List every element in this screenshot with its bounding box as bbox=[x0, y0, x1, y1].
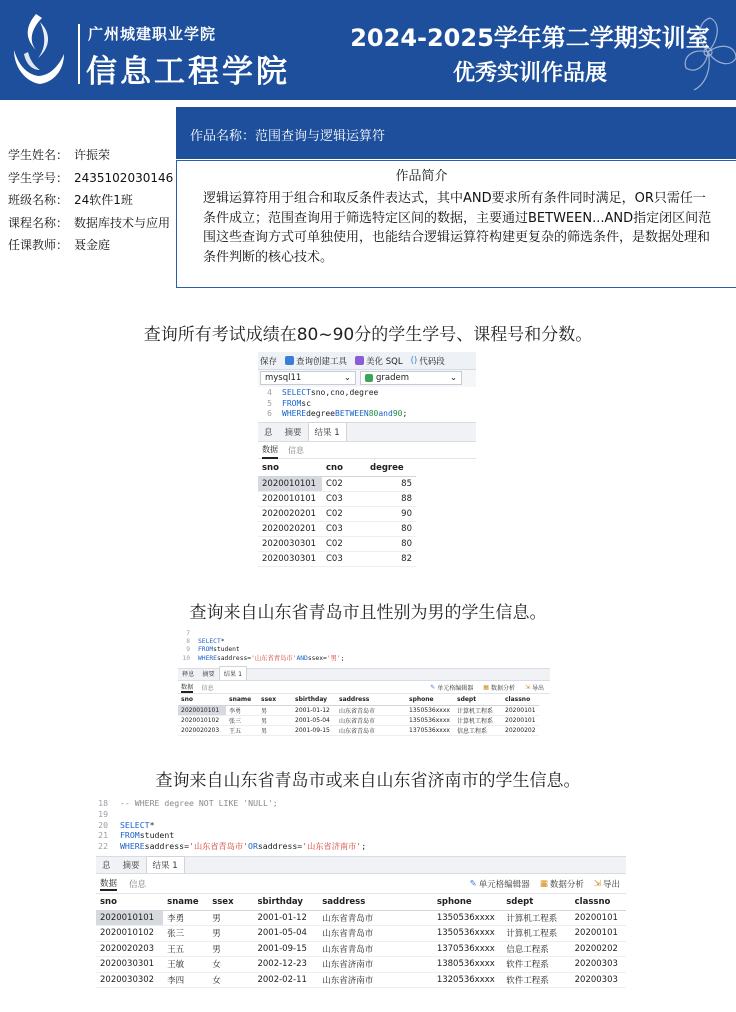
sql-editor[interactable] bbox=[258, 387, 476, 422]
table-cell[interactable]: 男 bbox=[208, 941, 253, 957]
table-header-row bbox=[96, 894, 626, 910]
result-tab[interactable]: 息 bbox=[264, 428, 273, 438]
exhibition-subtitle: 优秀实训作品展 bbox=[452, 61, 607, 86]
query-builder-icon bbox=[285, 356, 294, 365]
college-logo-icon bbox=[6, 10, 70, 88]
column-header[interactable]: sno bbox=[96, 894, 163, 910]
table-cell[interactable]: 李四 bbox=[163, 972, 208, 988]
column-header[interactable]: ssex bbox=[208, 894, 253, 910]
data-subtab[interactable]: 信息 bbox=[129, 879, 147, 890]
table-cell[interactable]: 张三 bbox=[226, 715, 258, 725]
code-token: student bbox=[213, 646, 240, 654]
connection-select[interactable] bbox=[260, 371, 356, 385]
result-tab[interactable]: 结果 1 bbox=[146, 856, 185, 873]
query-builder-label: 查询创建工具 bbox=[296, 356, 348, 367]
work-title-bar bbox=[176, 107, 736, 159]
table-cell[interactable]: C02 bbox=[322, 476, 366, 491]
column-header[interactable]: saddress bbox=[336, 694, 406, 705]
column-header[interactable]: sbirthday bbox=[292, 694, 336, 705]
line-number: 7 bbox=[186, 630, 190, 637]
column-header[interactable]: sno bbox=[178, 694, 226, 705]
connection-selects bbox=[258, 370, 476, 387]
code-token: '男' bbox=[326, 654, 341, 662]
code-line bbox=[96, 841, 626, 852]
table-cell[interactable]: 2020020201 bbox=[258, 506, 322, 521]
code-token: ssex= bbox=[307, 654, 327, 662]
code-token: sc bbox=[301, 398, 311, 408]
code-token: saddress= bbox=[257, 841, 303, 852]
column-header[interactable]: ssex bbox=[258, 694, 292, 705]
table-cell[interactable]: 王五 bbox=[163, 941, 208, 957]
code-token: '山东省青岛市' bbox=[189, 841, 249, 852]
table-cell[interactable]: 2020010101 bbox=[258, 476, 322, 491]
table-cell[interactable]: 2020010101 bbox=[178, 705, 226, 715]
result-tab[interactable]: 息 bbox=[102, 861, 111, 871]
student-name-row bbox=[8, 144, 173, 167]
result-subtabs bbox=[96, 874, 626, 894]
table-cell[interactable]: 80 bbox=[366, 536, 416, 551]
grid-tool-label: 数据分析 bbox=[490, 684, 515, 692]
column-header[interactable]: saddress bbox=[318, 894, 433, 910]
table-cell[interactable]: 2001-01-12 bbox=[253, 910, 318, 926]
table-cell[interactable]: C03 bbox=[322, 491, 366, 506]
column-header[interactable]: classno bbox=[502, 694, 539, 705]
column-header[interactable]: degree bbox=[366, 460, 416, 476]
result-tabs bbox=[178, 668, 550, 681]
exhibition-title: 2024-2025学年第二学期实训室 bbox=[350, 24, 710, 52]
code-token: '山东省济南市' bbox=[302, 841, 362, 852]
table-cell[interactable]: 1350536xxxx bbox=[433, 910, 502, 926]
table-cell[interactable]: 1350536xxxx bbox=[433, 926, 502, 942]
code-line bbox=[96, 798, 626, 809]
code-line bbox=[178, 638, 550, 646]
table-cell[interactable]: 张三 bbox=[163, 926, 208, 942]
column-header[interactable]: cno bbox=[322, 460, 366, 476]
line-number: 6 bbox=[267, 409, 272, 418]
column-header[interactable]: sno bbox=[258, 460, 322, 476]
code-token: 80 bbox=[368, 409, 379, 418]
grid-tool-button[interactable] bbox=[430, 683, 473, 692]
table-cell[interactable]: 男 bbox=[208, 926, 253, 942]
result-tab[interactable]: 摘要 bbox=[122, 861, 140, 871]
column-header[interactable]: sbirthday bbox=[253, 894, 318, 910]
table-cell[interactable]: 2001-05-04 bbox=[292, 715, 336, 725]
code-token: saddress= bbox=[144, 841, 190, 852]
grid-tool-button[interactable] bbox=[525, 683, 544, 692]
table-row[interactable] bbox=[96, 957, 626, 973]
logo-divider bbox=[78, 24, 80, 84]
line-number: 19 bbox=[98, 808, 108, 819]
table-row[interactable] bbox=[178, 705, 539, 715]
code-token: AND bbox=[296, 654, 308, 662]
line-number: 21 bbox=[98, 830, 108, 841]
teacher-value: 聂金庭 bbox=[74, 238, 111, 252]
table-cell[interactable]: 2001-09-15 bbox=[292, 725, 336, 735]
table-cell[interactable]: 计算机工程系 bbox=[502, 910, 570, 926]
table-cell[interactable]: 山东省青岛市 bbox=[318, 941, 433, 957]
student-id-label: 学生学号： bbox=[8, 170, 69, 185]
result-grid bbox=[178, 694, 539, 736]
query-screenshot-3 bbox=[96, 796, 626, 996]
table-row[interactable] bbox=[258, 476, 416, 491]
table-cell[interactable]: 男 bbox=[258, 725, 292, 735]
snippet-button[interactable] bbox=[411, 355, 445, 367]
result-grid bbox=[96, 894, 626, 988]
data-analysis-icon: ▦ bbox=[483, 683, 489, 691]
code-token: and bbox=[378, 409, 393, 418]
export-icon: ⇲ bbox=[524, 683, 530, 691]
table-header-row bbox=[258, 460, 416, 476]
table-cell[interactable]: 20200202 bbox=[502, 725, 539, 735]
grid-tool-button[interactable] bbox=[483, 683, 515, 692]
table-cell[interactable]: 20200202 bbox=[571, 941, 626, 957]
table-cell[interactable]: 李勇 bbox=[163, 910, 208, 926]
code-token: sno,cno,degree bbox=[310, 388, 379, 397]
table-row[interactable] bbox=[258, 521, 416, 536]
table-cell[interactable]: C03 bbox=[322, 551, 366, 566]
table-cell[interactable]: 2002-12-23 bbox=[253, 957, 318, 973]
editor-toolbar bbox=[258, 352, 476, 370]
table-cell[interactable]: 2020010101 bbox=[96, 910, 163, 926]
result-tab[interactable]: 结果 1 bbox=[308, 422, 347, 441]
table-row[interactable] bbox=[258, 491, 416, 506]
grid-tool-button[interactable] bbox=[470, 878, 530, 890]
sql-editor[interactable] bbox=[178, 628, 550, 666]
flower-decoration-icon bbox=[676, 8, 736, 98]
result-tab[interactable]: 摘要 bbox=[284, 428, 302, 438]
student-name-value: 许振荣 bbox=[74, 148, 111, 162]
intro-title-text: 作品简介 bbox=[395, 169, 448, 184]
code-token: ; bbox=[402, 409, 408, 418]
grid-tool-label: 导出 bbox=[602, 879, 620, 890]
chevron-down-icon: ⌄ bbox=[449, 373, 457, 383]
table-cell[interactable]: 2020030301 bbox=[258, 536, 322, 551]
data-analysis-icon: ▦ bbox=[539, 878, 548, 889]
code-token: WHERE bbox=[120, 841, 145, 852]
table-cell[interactable]: 20200101 bbox=[571, 926, 626, 942]
code-token: student bbox=[139, 830, 175, 841]
class-name-label: 班级名称： bbox=[8, 193, 69, 207]
table-cell[interactable]: 20200303 bbox=[571, 957, 626, 973]
table-cell[interactable]: 山东省青岛市 bbox=[336, 715, 406, 725]
code-token: FROM bbox=[282, 398, 302, 408]
database-value: gradem bbox=[376, 373, 410, 383]
code-token: SELECT bbox=[198, 638, 221, 646]
table-cell[interactable]: 20200101 bbox=[502, 705, 539, 715]
section-caption-3: 查询来自山东省青岛市或来自山东省济南市的学生信息。 bbox=[155, 771, 581, 791]
database-icon bbox=[365, 374, 373, 382]
student-id-value: 2435102030146 bbox=[74, 170, 174, 185]
table-row[interactable] bbox=[258, 536, 416, 551]
table-cell[interactable]: 女 bbox=[208, 972, 253, 988]
code-token: SELECT bbox=[120, 819, 150, 830]
table-row[interactable] bbox=[96, 910, 626, 926]
query-screenshot-2 bbox=[178, 628, 550, 744]
table-cell[interactable]: 85 bbox=[366, 476, 416, 491]
table-row[interactable] bbox=[96, 941, 626, 957]
table-row[interactable] bbox=[96, 972, 626, 988]
table-cell[interactable]: 山东省济南市 bbox=[318, 957, 433, 973]
table-cell[interactable]: 1320536xxxx bbox=[433, 972, 502, 988]
school-name: 广州城建职业学院 bbox=[88, 25, 217, 43]
table-row[interactable] bbox=[178, 725, 539, 735]
code-token: saddress= bbox=[216, 654, 252, 662]
code-line bbox=[178, 655, 550, 663]
code-token: FROM bbox=[120, 830, 140, 841]
table-cell[interactable]: 山东省济南市 bbox=[318, 972, 433, 988]
line-number: 10 bbox=[182, 654, 190, 662]
table-row[interactable] bbox=[96, 926, 626, 942]
table-cell[interactable]: 山东省青岛市 bbox=[336, 705, 406, 715]
table-cell[interactable]: 2020030301 bbox=[258, 551, 322, 566]
table-cell[interactable]: 2020030301 bbox=[96, 957, 163, 973]
data-subtab[interactable]: 信息 bbox=[288, 445, 304, 455]
table-cell[interactable]: 2020010102 bbox=[178, 715, 226, 725]
table-cell[interactable]: 信息工程系 bbox=[454, 725, 502, 735]
table-cell[interactable]: 2020020203 bbox=[178, 725, 226, 735]
data-subtab[interactable]: 信息 bbox=[201, 684, 214, 692]
course-name-value: 数据库技术与应用 bbox=[74, 215, 171, 230]
code-token: 90 bbox=[392, 409, 403, 418]
table-cell[interactable]: C03 bbox=[322, 521, 366, 536]
table-cell[interactable]: 1350536xxxx bbox=[406, 705, 454, 715]
line-number: 5 bbox=[267, 398, 272, 408]
course-name-row bbox=[8, 212, 173, 235]
table-row[interactable] bbox=[258, 551, 416, 566]
table-cell[interactable]: 女 bbox=[208, 957, 253, 973]
table-cell[interactable]: 20200101 bbox=[502, 715, 539, 725]
table-cell[interactable]: 2020010102 bbox=[96, 926, 163, 942]
section-caption-2: 查询来自山东省青岛市且性别为男的学生信息。 bbox=[189, 603, 547, 623]
table-cell[interactable]: 2020030302 bbox=[96, 972, 163, 988]
student-id-row bbox=[8, 167, 173, 190]
grid-tool-label: 数据分析 bbox=[549, 879, 584, 890]
query-screenshot-1 bbox=[258, 352, 476, 570]
result-tab[interactable]: 结果 1 bbox=[219, 666, 247, 680]
code-token: OR bbox=[248, 841, 258, 852]
result-subtabs bbox=[178, 681, 550, 694]
table-cell[interactable]: 男 bbox=[258, 715, 292, 725]
snippet-icon: () bbox=[410, 355, 418, 366]
table-cell[interactable]: 1370536xxxx bbox=[433, 941, 502, 957]
line-number: 8 bbox=[186, 638, 190, 646]
connection-value: mysql11 bbox=[265, 373, 302, 383]
code-token: BETWEEN bbox=[335, 409, 369, 418]
code-token: -- WHERE degree NOT LIKE 'NULL'; bbox=[120, 798, 278, 808]
data-subtab[interactable]: 数据 bbox=[100, 878, 118, 889]
grid-tool-button[interactable] bbox=[540, 878, 584, 890]
beautify-label: 美化 SQL bbox=[366, 356, 403, 367]
table-cell[interactable]: 1350536xxxx bbox=[406, 715, 454, 725]
table-cell[interactable]: C02 bbox=[322, 506, 366, 521]
table-cell[interactable]: 李勇 bbox=[226, 705, 258, 715]
snippet-label: 代码段 bbox=[419, 356, 445, 367]
table-cell[interactable]: 软件工程系 bbox=[502, 957, 570, 973]
line-number: 22 bbox=[98, 841, 108, 852]
table-cell[interactable]: 88 bbox=[366, 491, 416, 506]
grid-tool-label: 单元格编辑器 bbox=[437, 684, 474, 692]
cell-editor-icon: ✎ bbox=[469, 878, 477, 889]
code-line bbox=[258, 388, 476, 399]
grid-tools bbox=[430, 683, 550, 692]
table-cell[interactable]: 90 bbox=[366, 506, 416, 521]
header-banner bbox=[0, 0, 736, 100]
table-row[interactable] bbox=[178, 715, 539, 725]
table-cell[interactable]: 2020020203 bbox=[96, 941, 163, 957]
line-number: 4 bbox=[267, 388, 272, 397]
table-cell[interactable]: 软件工程系 bbox=[502, 972, 570, 988]
code-token: ; bbox=[361, 841, 367, 852]
table-header-row bbox=[178, 694, 539, 705]
sql-editor[interactable] bbox=[96, 796, 626, 852]
grid-tool-label: 导出 bbox=[531, 684, 544, 692]
table-cell[interactable]: 2001-01-12 bbox=[292, 705, 336, 715]
code-line bbox=[258, 409, 476, 420]
table-cell[interactable]: 20200101 bbox=[571, 910, 626, 926]
code-token: '山东省青岛市' bbox=[251, 654, 297, 662]
code-token: FROM bbox=[198, 646, 214, 654]
chevron-down-icon: ⌄ bbox=[343, 373, 351, 383]
teacher-label: 任课教师： bbox=[8, 238, 69, 252]
code-token: ; bbox=[340, 654, 345, 662]
table-cell[interactable]: 山东省青岛市 bbox=[318, 926, 433, 942]
line-number: 18 bbox=[98, 798, 108, 808]
line-number: 20 bbox=[98, 819, 108, 830]
grid-tools bbox=[470, 878, 626, 890]
intro-title bbox=[177, 165, 736, 184]
student-name-label: 学生姓名： bbox=[8, 148, 69, 162]
table-cell[interactable]: 2020010101 bbox=[258, 491, 322, 506]
table-cell[interactable]: 2020020201 bbox=[258, 521, 322, 536]
line-number: 9 bbox=[186, 646, 190, 654]
table-cell[interactable]: 计算机工程系 bbox=[454, 715, 502, 725]
grid-tool-label: 单元格编辑器 bbox=[478, 879, 530, 890]
table-cell[interactable]: 2001-09-15 bbox=[253, 941, 318, 957]
table-cell[interactable]: 2001-05-04 bbox=[253, 926, 318, 942]
result-tab[interactable]: 摘要 bbox=[202, 671, 215, 678]
class-name-value: 24软件1班 bbox=[74, 193, 133, 207]
course-name-label: 课程名称： bbox=[8, 215, 69, 230]
work-title: 作品名称：范围查询与逻辑运算符 bbox=[190, 129, 386, 144]
data-subtab[interactable]: 数据 bbox=[181, 683, 194, 691]
table-cell[interactable]: 计算机工程系 bbox=[502, 926, 570, 942]
table-cell[interactable]: 20200303 bbox=[571, 972, 626, 988]
cell-editor-icon: ✎ bbox=[430, 683, 436, 691]
column-header[interactable]: sname bbox=[163, 894, 208, 910]
intro-box bbox=[176, 160, 736, 288]
save-label: 保存 bbox=[260, 356, 278, 367]
column-header[interactable]: sdept bbox=[454, 694, 502, 705]
column-header[interactable]: sdept bbox=[502, 894, 570, 910]
database-select[interactable] bbox=[360, 371, 462, 385]
table-cell[interactable]: 80 bbox=[366, 521, 416, 536]
table-cell[interactable]: 山东省青岛市 bbox=[318, 910, 433, 926]
table-cell[interactable]: 山东省青岛市 bbox=[336, 725, 406, 735]
code-token: * bbox=[220, 638, 225, 646]
grid-tool-button[interactable] bbox=[594, 878, 620, 890]
intro-text: 逻辑运算符用于组合和取反条件表达式，其中AND要求所有条件同时满足，OR只需任一条件成立；范围查询用于筛选特定区间的数据，主要通过BETWEEN...AND指定闭区间范围这些查询方式可单独使用，也能结合逻辑运算符构建更复杂的筛选条件，是数据处理和条件判断的核心技术。 bbox=[203, 191, 712, 265]
teacher-row bbox=[8, 234, 173, 257]
column-header[interactable]: sphone bbox=[406, 694, 454, 705]
table-cell[interactable]: C02 bbox=[322, 536, 366, 551]
save-button[interactable] bbox=[260, 355, 277, 367]
query-builder-button[interactable] bbox=[285, 355, 347, 367]
college-name: 信息工程学院 bbox=[86, 54, 290, 90]
code-token: WHERE bbox=[282, 409, 307, 418]
code-token: degree bbox=[306, 409, 335, 418]
column-header[interactable]: sphone bbox=[433, 894, 502, 910]
code-token: SELECT bbox=[282, 388, 311, 397]
export-icon: ⇲ bbox=[593, 878, 601, 889]
code-line bbox=[96, 830, 626, 841]
code-line bbox=[96, 809, 626, 820]
table-cell[interactable]: 男 bbox=[208, 910, 253, 926]
code-line bbox=[258, 399, 476, 410]
table-cell[interactable]: 1380536xxxx bbox=[433, 957, 502, 973]
table-cell[interactable]: 王五 bbox=[226, 725, 258, 735]
column-header[interactable]: sname bbox=[226, 694, 258, 705]
student-info bbox=[8, 144, 173, 257]
beautify-sql-button[interactable] bbox=[355, 355, 403, 367]
table-cell[interactable]: 2002-02-11 bbox=[253, 972, 318, 988]
code-token: WHERE bbox=[198, 654, 217, 662]
column-header[interactable]: classno bbox=[571, 894, 626, 910]
code-token: * bbox=[149, 819, 155, 830]
data-subtab[interactable]: 数据 bbox=[262, 442, 278, 459]
code-line bbox=[178, 646, 550, 654]
table-cell[interactable]: 82 bbox=[366, 551, 416, 566]
result-grid bbox=[258, 460, 416, 567]
beautify-icon bbox=[355, 356, 364, 365]
section-caption-1: 查询所有考试成绩在80~90分的学生学号、课程号和分数。 bbox=[143, 325, 593, 345]
code-line bbox=[96, 820, 626, 831]
table-cell[interactable]: 王敏 bbox=[163, 957, 208, 973]
table-cell[interactable]: 计算机工程系 bbox=[454, 705, 502, 715]
code-line bbox=[178, 630, 550, 638]
result-subtabs bbox=[258, 442, 476, 459]
class-name-row bbox=[8, 189, 173, 212]
table-cell[interactable]: 男 bbox=[258, 705, 292, 715]
result-tabs bbox=[96, 856, 626, 874]
result-tabs bbox=[258, 422, 476, 442]
table-row[interactable] bbox=[258, 506, 416, 521]
result-tab[interactable]: 释息 bbox=[182, 671, 195, 678]
table-cell[interactable]: 1370536xxxx bbox=[406, 725, 454, 735]
table-cell[interactable]: 信息工程系 bbox=[502, 941, 570, 957]
